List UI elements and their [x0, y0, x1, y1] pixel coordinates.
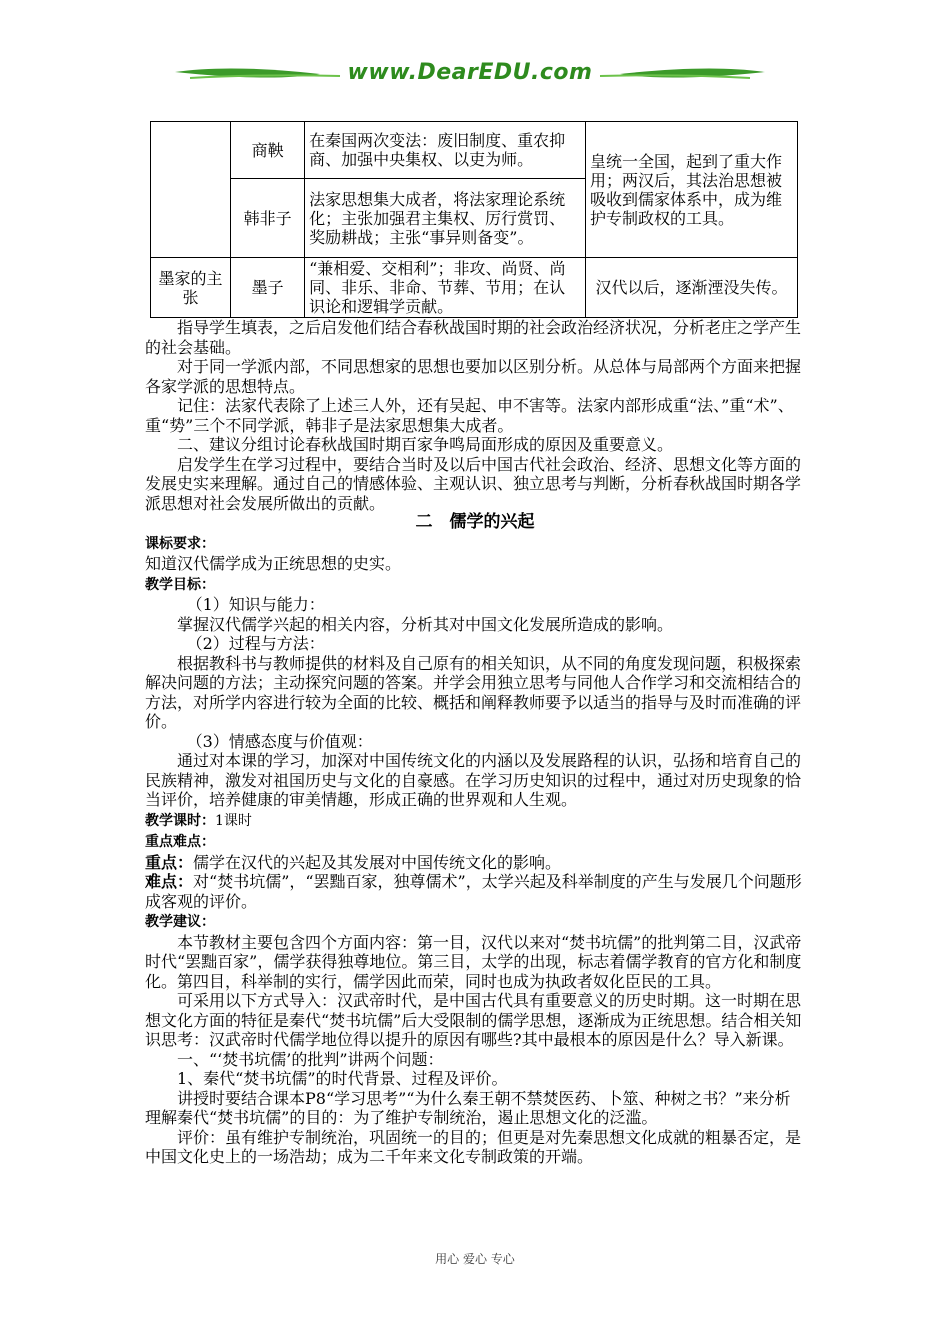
- hours-value: 1课时: [215, 812, 252, 829]
- document-body: [145, 318, 805, 1167]
- paragraph: 启发学生在学习过程中，要结合当时及以后中国古代社会政治、经济、思想文化等方面的发展史实来理解。通过自己的情感体验、主观认识、独立思考与判断，分析春秋战国时期各学派思想对社会发展所做出的贡献。: [145, 454, 802, 513]
- subheading: （3）情感态度与价值观：: [186, 731, 373, 751]
- paragraph: 可采用以下方式导入：汉武帝时代，是中国古代具有重要意义的历史时期。这一时期在思想文化方面的特征是秦代“焚书坑儒”后大受限制的儒学思想，逐渐成为正统思想。结合相关知识思考：汉武帝时代儒学地位得以提升的原因有哪些?其中最根本的原因是什么？导入新课。: [145, 991, 802, 1049]
- person-cell: 韩非子: [231, 179, 305, 258]
- subheading: （1）知识与能力：: [186, 595, 325, 614]
- paragraph: 通过对本课的学习，加深对中国传统文化的内涵以及发展路程的认识，弘扬和培育自己的民族精神，激发对祖国历史与文化的自豪感。在学习历史知识的过程中，通过对历史现象的恰当评价，培养健康的审美情趣，形成正确的世界观和人生观。: [145, 751, 802, 809]
- site-url: www.DearEDU.com: [347, 60, 593, 85]
- suggestions-label: 教学建议：: [145, 914, 215, 930]
- difficulty-text: 对“焚书坑儒”，“罢黜百家，独尊儒术”，太学兴起及科举制度的产生与发展几个问题形成客观的评价。: [145, 872, 802, 911]
- thought-cell: 在秦国两次变法：废旧制度、重农抑商、加强中央集权、以吏为师。: [305, 122, 586, 179]
- paragraph: 掌握汉代儒学兴起的相关内容，分析其对中国文化发展所造成的影响。: [177, 614, 674, 634]
- focus-text: 儒学在汉代的兴起及其发展对中国传统文化的影响。: [193, 852, 562, 872]
- paragraph: 讲授时要结合课本P8“学习思考”“为什么秦王朝不禁焚医药、卜筮、种树之书？”来分析理解秦代“焚书坑儒”的目的：为了维护专制统治，遏止思想文化的泛滥。: [145, 1088, 791, 1127]
- table-row: [151, 122, 798, 179]
- difficulty-label: 难点：: [145, 872, 194, 891]
- paragraph: 一、“‘焚书坑儒’的批判”讲两个问题：: [177, 1049, 444, 1069]
- paragraph: 根据教科书与教师提供的材料及自己原有的相关知识，从不同的角度发现问题，积极探索解决问题的方法；主动探究问题的答案。并学会用独立思考与同他人合作学习和交流相结合的方法，对所学内容进行较为全面的比较、概括和阐释教师要予以适当的指导与及时而准确的评价。: [145, 653, 802, 731]
- paragraph: 对于同一学派内部，不同思想家的思想也要加以区别分析。从总体与局部两个方面来把握各家学派的思想特点。: [145, 357, 802, 396]
- person-cell: 墨子: [231, 258, 305, 318]
- subheading: （2）过程与方法：: [186, 634, 325, 653]
- thought-cell: 法家思想集大成者，将法家理论系统化；主张加强君主集权、厉行赏罚、奖励耕战；主张“事异则备变”。: [305, 179, 586, 258]
- paragraph: 记住：法家代表除了上述三人外，还有吴起、申不害等。法家内部形成重“法、”重“术”、重“势”三个不同学派，韩非子是法家思想集大成者。: [145, 396, 794, 435]
- schools-table: [150, 121, 798, 318]
- paragraph: 1、秦代“焚书坑儒”的时代背景、过程及评价。: [177, 1069, 508, 1088]
- focus-label: 重点：: [145, 852, 194, 872]
- paragraph: 评价：虽有维护专制统治，巩固统一的目的；但更是对先秦思想文化成就的粗暴否定，是中国文化史上的一场浩劫；成为二千年来文化专制政策的开端。: [145, 1127, 802, 1166]
- school-cell: [151, 122, 231, 258]
- site-header: [170, 56, 770, 96]
- curriculum-label: 课标要求：: [145, 535, 215, 552]
- key-points-label: 重点难点：: [145, 834, 215, 850]
- goals-label: 教学目标：: [145, 576, 215, 593]
- section-title: 二 儒学的兴起: [415, 512, 535, 532]
- paragraph: 知道汉代儒学成为正统思想的史实。: [145, 554, 402, 573]
- person-cell: 商鞅: [231, 122, 305, 179]
- hours-label: 教学课时：: [145, 812, 215, 829]
- paragraph: 二、建议分组讨论春秋战国时期百家争鸣局面形成的原因及重要意义。: [177, 435, 674, 454]
- table-row: [151, 258, 798, 318]
- paragraph: 指导学生填表，之后启发他们结合春秋战国时期的社会政治经济状况，分析老庄之学产生的社会基础。: [145, 318, 802, 357]
- school-cell: 墨家的主张: [151, 258, 231, 318]
- page-footer: 用心 爱心 专心: [435, 1252, 515, 1266]
- thought-cell: “兼相爱、交相利”；非攻、尚贤、尚同、非乐、非命、节葬、节用；在认识论和逻辑学贡献。: [305, 258, 586, 318]
- effect-cell: 汉代以后，逐渐湮没失传。: [586, 258, 798, 318]
- paragraph: 本节教材主要包含四个方面内容：第一目，汉代以来对“焚书坑儒”的批判第二目，汉武帝时代“罢黜百家”，儒学获得独尊地位。第三目，太学的出现，标志着儒学教育的官方化和制度化。第四目，科举制的实行，儒学因此而荣，同时也成为执政者奴化臣民的工具。: [145, 932, 802, 991]
- effect-cell: 皇统一全国，起到了重大作用；两汉后，其法治思想被吸收到儒家体系中，成为维护专制政权的工具。: [586, 122, 798, 258]
